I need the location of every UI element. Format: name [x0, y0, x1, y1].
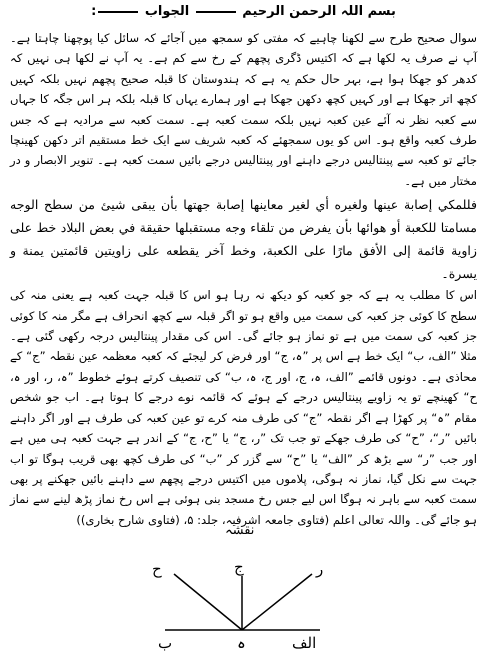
paragraph-arabic-quote: فللمكي إصابة عينها ولغيره أي لغير معاينها إصابة جهتها بأن يبقى شيئ من سطح الوجه مسامتا للكعبة أو هوائها بأن يفرض من تلقاء وجه مستقبلها حقيقة في بعض البلاد خط على زاوية قائمة إلى الأفق مارًا على الكعبة، وخط آخر يقطعه على زاويتين قائمتين يمنة و يسرة۔: [10, 197, 477, 282]
label-he: ہ: [237, 634, 246, 652]
bismillah: بسم اللہ الرحمن الرحیم: [242, 4, 396, 19]
heading-rule: [98, 11, 138, 13]
line-he-ra: [242, 574, 312, 630]
label-ra: ر: [316, 560, 324, 578]
answer-body: [10, 28, 477, 530]
diagram-caption: نقشہ: [225, 523, 255, 538]
qibla-diagram: [0, 522, 487, 660]
paragraph-explanation: اس کا مطلب یہ ہے کہ جو کعبہ کو دیکھ نہ رہا ہو اس کا قبلہ جہت کعبہ ہے یعنی منہ کی سطح کا کوئی جز کعبہ کی سمت میں واقع ہو تو اگر قبلہ سے کچھ انحراف ہے مگر منہ کا کوئی جز کعبہ کی سمت میں ہے تو نماز ہو جائے گی۔ اس کی مقدار پینتالیس درجہ رکھی گئی ہے۔ مثلا ”الف، ب“ ایک خط ہے اس پر ”ہ، ج“ اور فرض کر لیجئے کہ کعبہ معظمہ عین نقطہ ”ج“ کے محاذی ہے۔ دونوں قائمے ”الف، ہ، ج، اور ج، ہ، ب“ کی تنصیف کرتے ہوئے خطوط ”ہ، ر، اور ہ، ح“ کھینچے تو یہ زاویے پینتالیس درجے کے ہوئے کہ قائمہ نوے درجے کا ہوتا ہے۔ اب جو شخص مقام ”ہ“ پر کھڑا ہے اگر نقطہ ”ج“ کی طرف منہ کرے تو عین کعبہ کی طرف ہے اور اگر داہنے بائیں ”ر“، ”ح“ کی طرف جھکے تو جب تک ”ر، ج“ یا ”ح، ج“ کے اندر ہے جہت کعبہ ہی میں ہے اور جب ”ر“ سے بڑھ کر ”الف“ یا ”ح“ سے گزر کر ”ب“ کی طرف کچھ بھی قریب ہوگا تو اب جہت سے نکل گیا، نماز نہ ہوگی، پلاموں میں اکتیس درجے پچھم سے داہنے بائیں جھکنے پر بھی سمت کعبہ سے باہر نہ ہوگا اس لیے جس رخ مسجد بنی ہوئی ہے اس رخ نماز پڑھ لینے سے نماز ہو جائے گی۔ واللہ تعالی اعلم (فتاوی جامعہ اشرفیہ، جلد: ۵، (فتاوی شارح بخاری)): [10, 288, 477, 527]
label-alif: الف: [292, 634, 317, 652]
answer-title: الجواب: [144, 4, 190, 19]
label-ha: ح: [152, 560, 162, 578]
paragraph-intro: سوال صحیح طرح سے لکھنا چاہیے کہ مفتی کو سمجھ میں آجائے کہ سائل کیا پوچھنا چاہتا ہے۔ آپ نے صرف یہ لکھا ہے کہ اکتیس ڈگری پچھم کے رخ سے کم ہے۔ یہ آپ نے لکھا ہی نہیں کہ کدھر کو جھکا ہوا ہے، بہر حال حکم یہ ہے کہ ہندوستان کا قبلہ صحیح پچھم نہیں بلکہ کہیں کچھ اتر جھکا ہے اور کہیں کچھ دکھن جھکا ہے اور ہمارے یہاں کا قبلہ بلکہ ہر اس جگہ کا جہاں سے کعبہ نظر نہ آئے عین کعبہ نہیں بلکہ سمت کعبہ ہے۔ سمت کعبہ سے مرادیہ ہے کہ جس طرف کعبہ واقع ہو۔ اس کو یوں سمجھئے کہ کعبہ شریف سے ایک خط مستقیم اتر دکھن کھینچا جائے تو کعبہ سے پینتالیس درجے داہنے اور پینتالیس درجے بائیں سمت کعبہ ہے۔ تنویر الابصار و در مختار میں ہے۔: [10, 31, 477, 188]
heading-rule: [196, 11, 236, 13]
label-jim: ج: [234, 558, 244, 576]
heading: بسم اللہ الرحمن الرحیم الجواب :: [91, 4, 396, 19]
line-he-ha: [174, 574, 242, 630]
label-ba: ب: [158, 634, 173, 652]
